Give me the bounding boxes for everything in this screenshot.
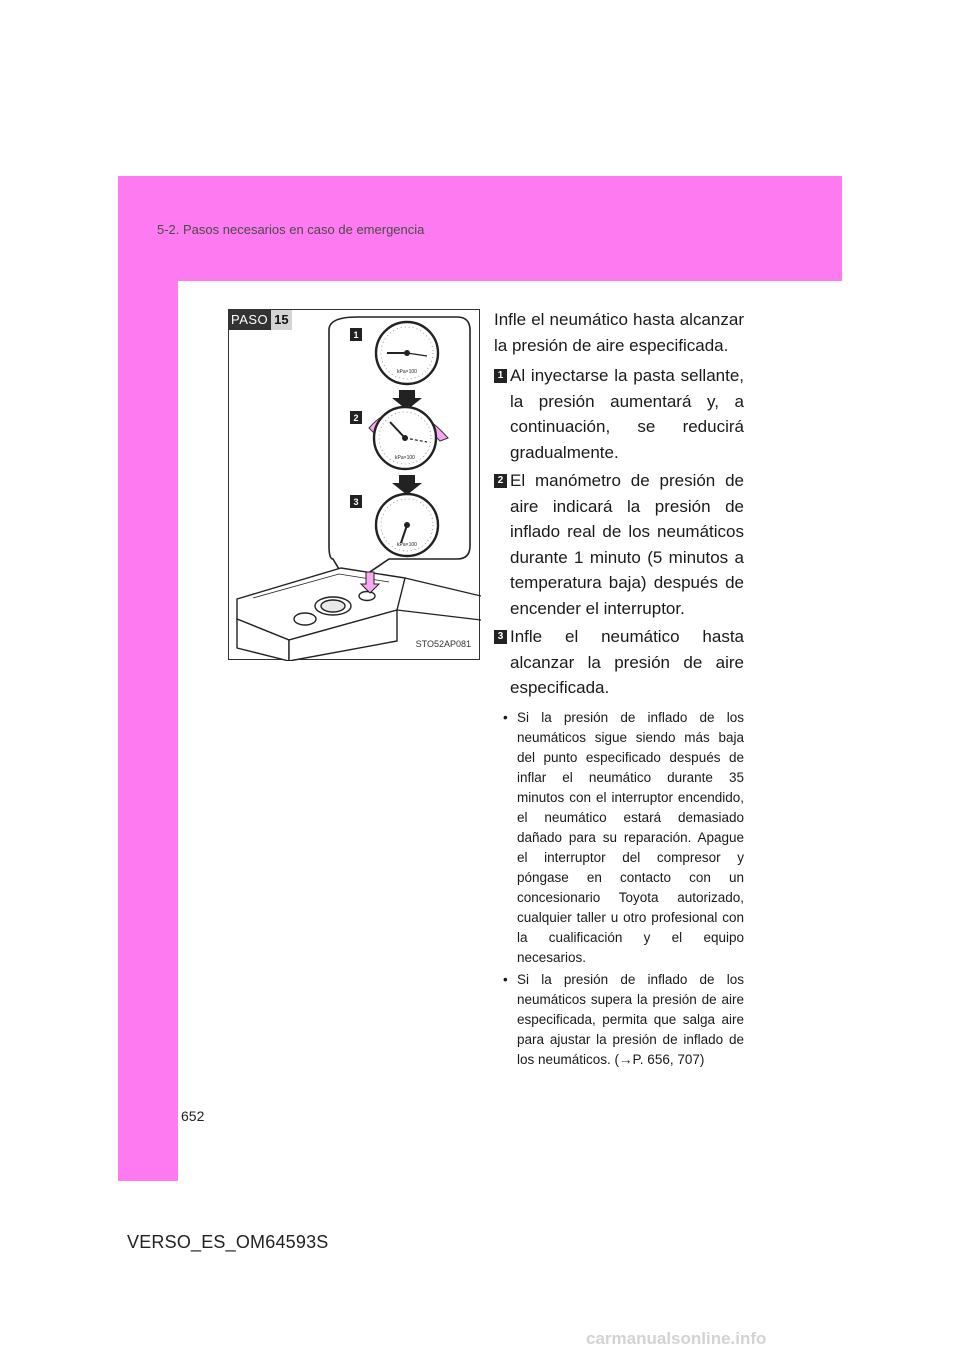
step-number: 15 — [271, 310, 291, 330]
pressure-gauge-2 — [374, 407, 436, 469]
list-item — [494, 468, 744, 621]
bullet: • — [503, 971, 508, 987]
document-code: VERSO_ES_OM64593S — [127, 1232, 329, 1252]
item-number-badge: 2 — [494, 474, 507, 488]
gauge-2-unit: kPa×100 — [395, 455, 415, 461]
watermark: carmanualsonline.info — [586, 1329, 767, 1348]
instruction-text — [494, 307, 744, 1072]
note-item — [494, 970, 744, 1070]
item-text: Al inyectarse la pasta sellante, la presión aumentará y, a continuación, se reducirá gradualmente. — [510, 366, 744, 462]
side-band — [118, 281, 178, 1181]
callout-3-label: 3 — [353, 497, 359, 507]
callout-2-label: 2 — [353, 413, 359, 423]
callout-3-box — [350, 495, 362, 508]
step-word: PASO — [229, 310, 271, 330]
step-badge — [229, 310, 292, 330]
list-item — [494, 624, 744, 701]
note-text: Si la presión de inflado de los neumáticos supera la presión de aire especificada, permita que salga aire para ajustar la presión de inflado de los neumáticos. (→P. 656, 707) — [517, 971, 744, 1067]
gauge-1-unit: kPa×100 — [397, 369, 417, 375]
bullet: • — [503, 709, 508, 725]
pressure-gauge-1 — [376, 322, 438, 384]
callout-2-box — [350, 411, 362, 424]
figure-code: STO52AP081 — [415, 639, 471, 649]
pressure-gauge-3 — [376, 494, 438, 556]
list-item — [494, 363, 744, 465]
item-text: Infle el neumático hasta alcanzar la presión de aire especificada. — [510, 627, 744, 697]
callout-1-box — [350, 328, 362, 341]
note-item — [494, 708, 744, 968]
page-number: 652 — [181, 1108, 205, 1124]
callout-1-label: 1 — [353, 330, 359, 340]
intro-paragraph: Infle el neumático hasta alcanzar la presión de aire especificada. — [494, 310, 744, 355]
section-title: 5-2. Pasos necesarios en caso de emergencia — [157, 222, 425, 237]
item-text: El manómetro de presión de aire indicará la presión de inflado real de los neumáticos durante 1 minuto (5 minutos a temperatura baja) después de encender el interruptor. — [510, 471, 744, 618]
item-number-badge: 3 — [494, 630, 507, 644]
gauge-3-unit: kPa×100 — [397, 542, 417, 548]
compressor-gauge-illustration — [229, 310, 481, 661]
notes-list — [494, 708, 744, 1070]
item-number-badge: 1 — [494, 369, 507, 383]
illustration-figure — [228, 309, 480, 660]
note-text: Si la presión de inflado de los neumáticos sigue siendo más baja del punto especificado después de inflar el neumático durante 35 minutos con el interruptor encendido, el neumático estará demasiado dañado para su reparación. Apague el interruptor del compresor y póngase en contacto con un concesionario Toyota autorizado, cualquier taller u otro profesional con la cualificación y el equipo necesarios. — [517, 709, 744, 965]
